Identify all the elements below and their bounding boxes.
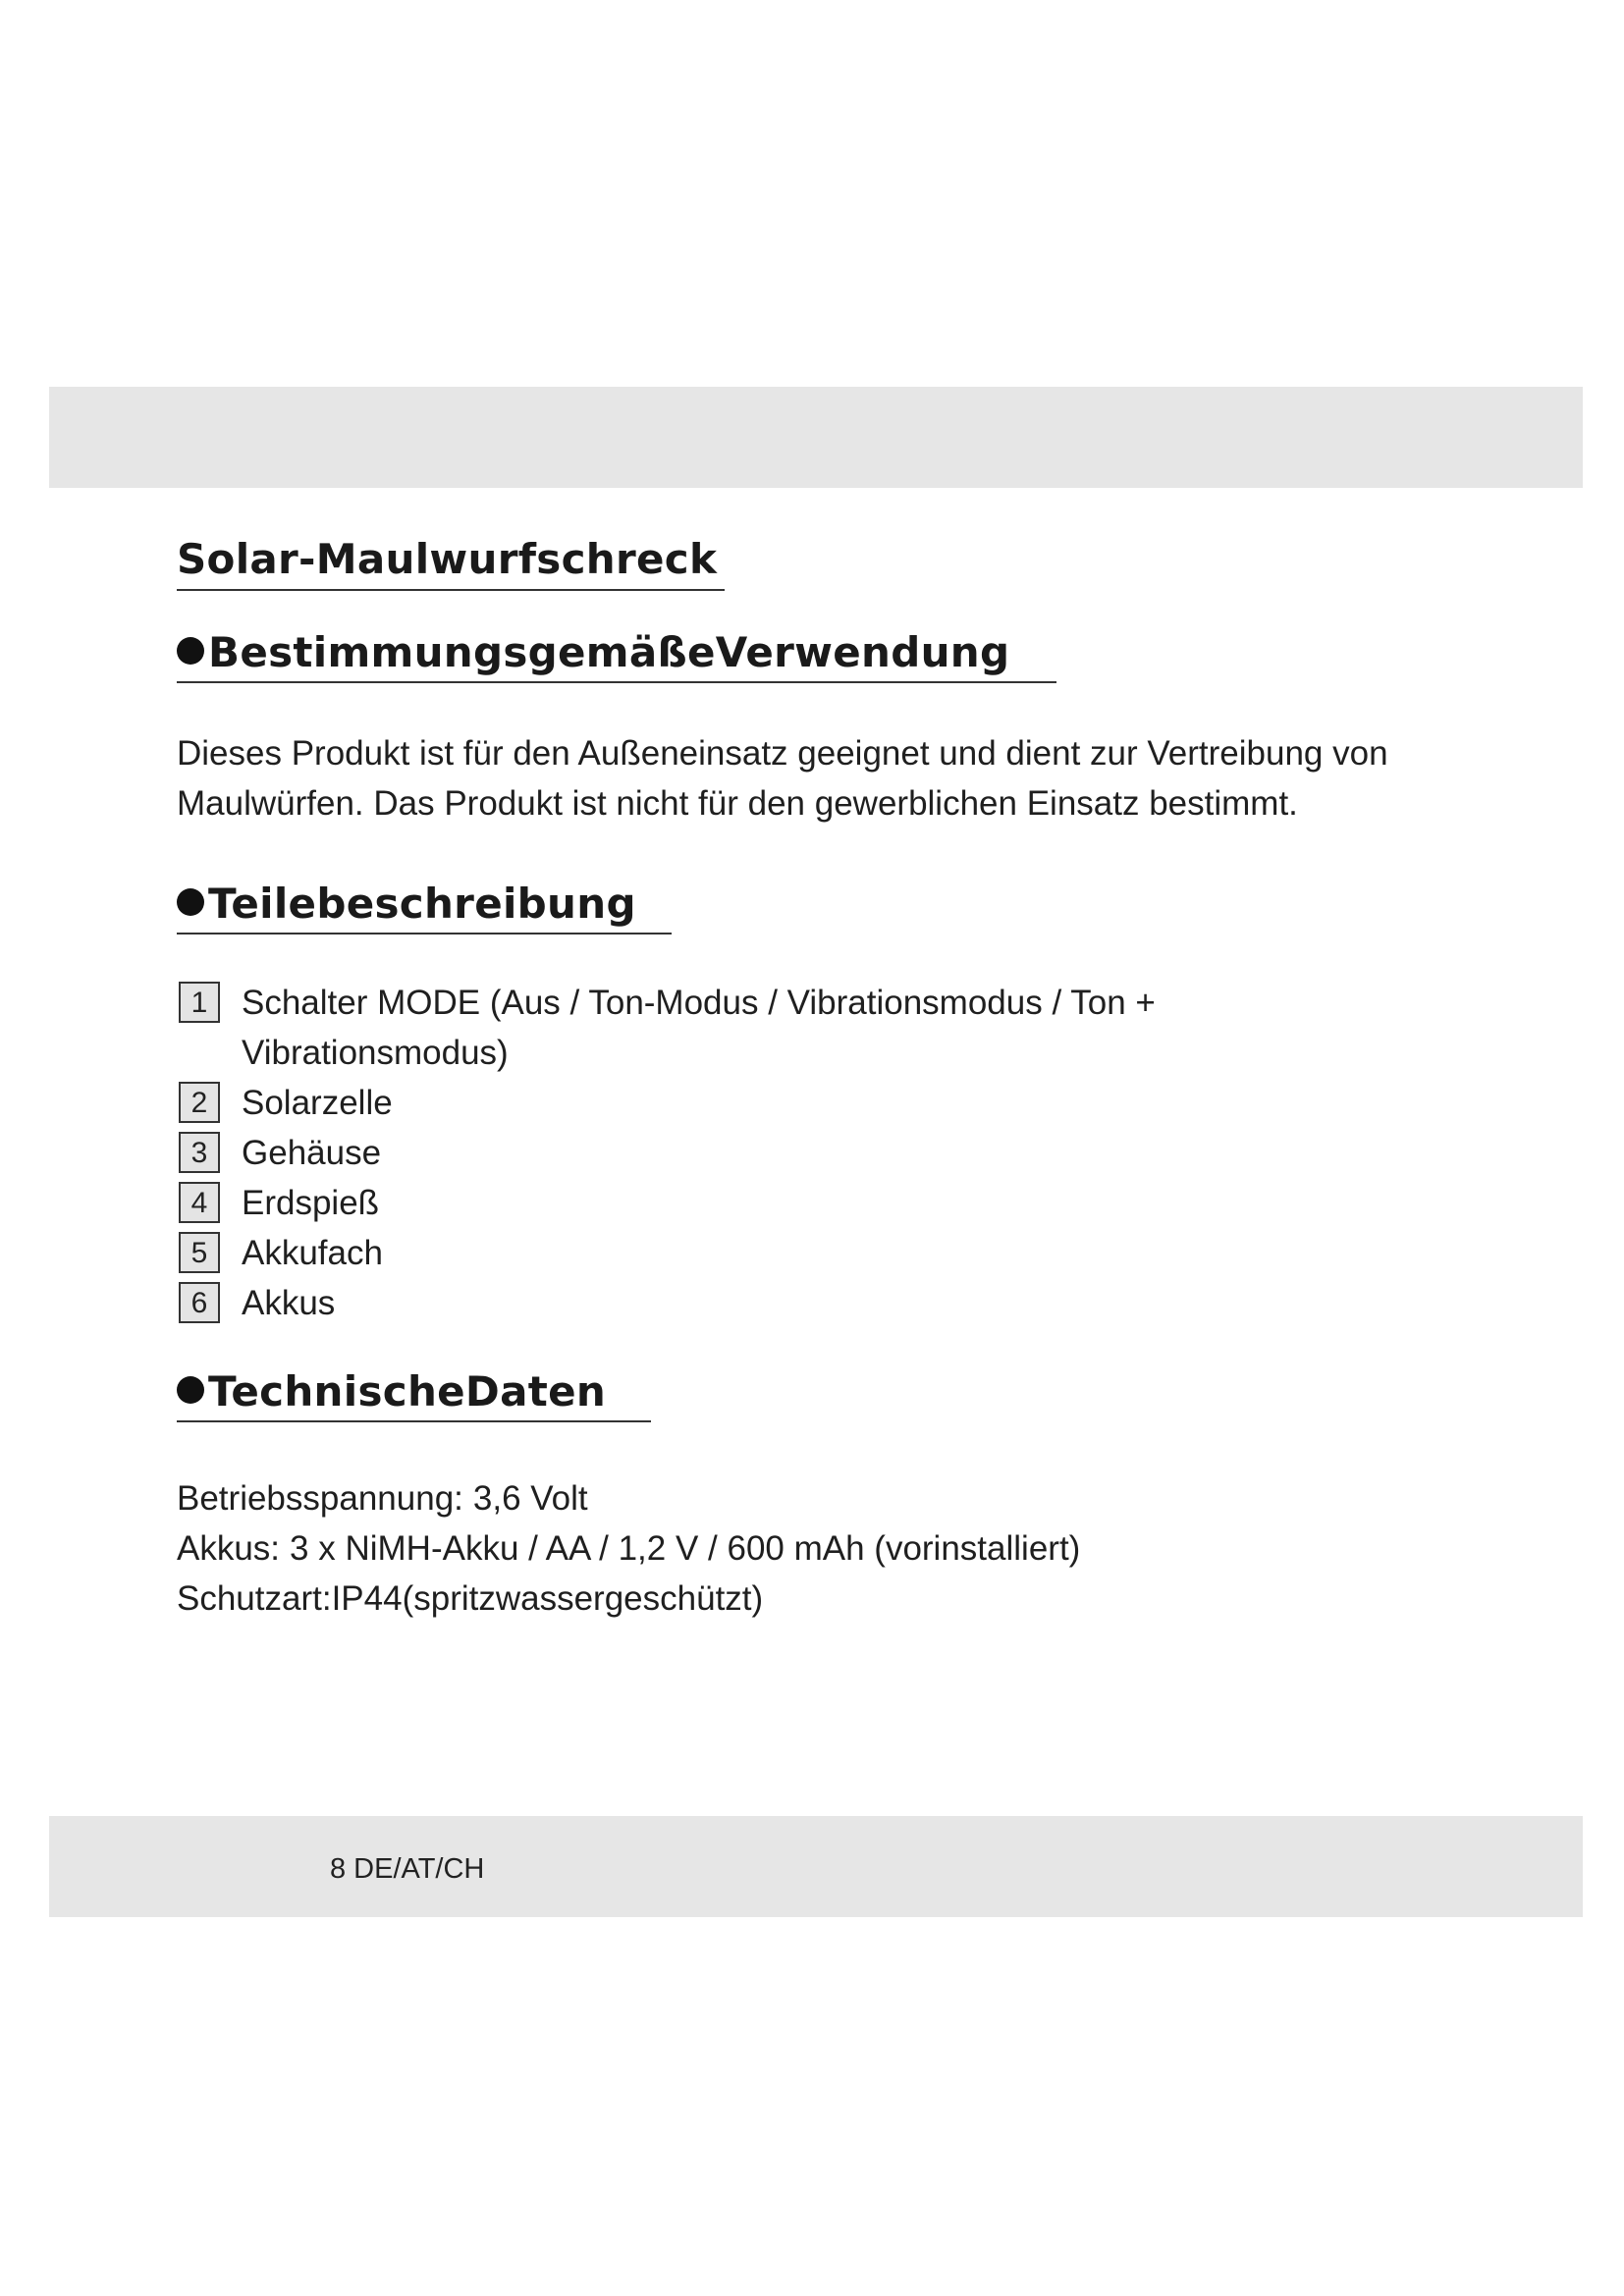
heading-text: TechnischeDaten (208, 1367, 607, 1415)
intended-use-paragraph: Dieses Produkt ist für den Außeneinsatz geeignet und dient zur Vertreibung von Maulwürfen. Das Produkt ist nicht für den gewerblichen Einsatz bestimmt. (177, 734, 1388, 823)
spec-key: Akkus: (177, 1529, 281, 1568)
section-heading-technical-data (177, 1363, 651, 1422)
list-item (177, 1178, 1453, 1228)
part-number-box: 3 (179, 1132, 220, 1173)
list-item (177, 1078, 1453, 1128)
bullet-icon (177, 1376, 204, 1404)
heading-text: BestimmungsgemäßeVerwendung (208, 628, 1010, 676)
spec-line (177, 1523, 1453, 1574)
document-title: Solar-Maulwurfschreck (177, 530, 725, 591)
section-intended-use-heading-wrap (177, 624, 1453, 683)
part-number-box: 2 (179, 1082, 220, 1123)
part-number-box: 5 (179, 1232, 220, 1273)
part-label: Solarzelle (242, 1084, 393, 1122)
list-item (177, 1228, 1453, 1278)
spec-value: 3 x NiMH-Akku / AA / 1,2 V / 600 mAh (vorinstalliert) (290, 1529, 1081, 1568)
part-label: Schalter MODE (Aus / Ton-Modus / Vibrationsmodus / Ton + Vibrationsmodus) (242, 984, 1156, 1072)
spec-value: IP44(spritzwassergeschützt) (331, 1579, 764, 1618)
spec-value: 3,6 Volt (472, 1479, 588, 1518)
spec-key: Schutzart: (177, 1579, 332, 1618)
bullet-icon (177, 637, 204, 665)
list-item (177, 978, 1453, 1078)
header-band (49, 387, 1583, 488)
technical-data-list (177, 1473, 1453, 1624)
page-content (177, 530, 1453, 1624)
section-parts-heading-wrap (177, 876, 1453, 934)
parts-list (177, 978, 1453, 1328)
spec-line (177, 1574, 1453, 1624)
part-label: Erdspieß (242, 1184, 380, 1222)
section-heading-parts (177, 876, 672, 934)
heading-text: Teilebeschreibung (208, 880, 636, 928)
list-item (177, 1128, 1453, 1178)
part-label: Gehäuse (242, 1134, 382, 1172)
spec-line (177, 1473, 1453, 1523)
footer-band (49, 1816, 1583, 1917)
title-wrap (177, 530, 1453, 591)
section-heading-intended-use (177, 624, 1056, 683)
page-number: 8 DE/AT/CH (330, 1853, 485, 1885)
part-label: Akkus (242, 1284, 336, 1322)
part-label: Akkufach (242, 1234, 383, 1272)
section-tech-heading-wrap (177, 1363, 1453, 1422)
bullet-icon (177, 888, 204, 916)
part-number-box: 1 (179, 982, 220, 1023)
list-item (177, 1278, 1453, 1328)
spec-key: Betriebsspannung: (177, 1479, 463, 1518)
part-number-box: 6 (179, 1282, 220, 1323)
part-number-box: 4 (179, 1182, 220, 1223)
